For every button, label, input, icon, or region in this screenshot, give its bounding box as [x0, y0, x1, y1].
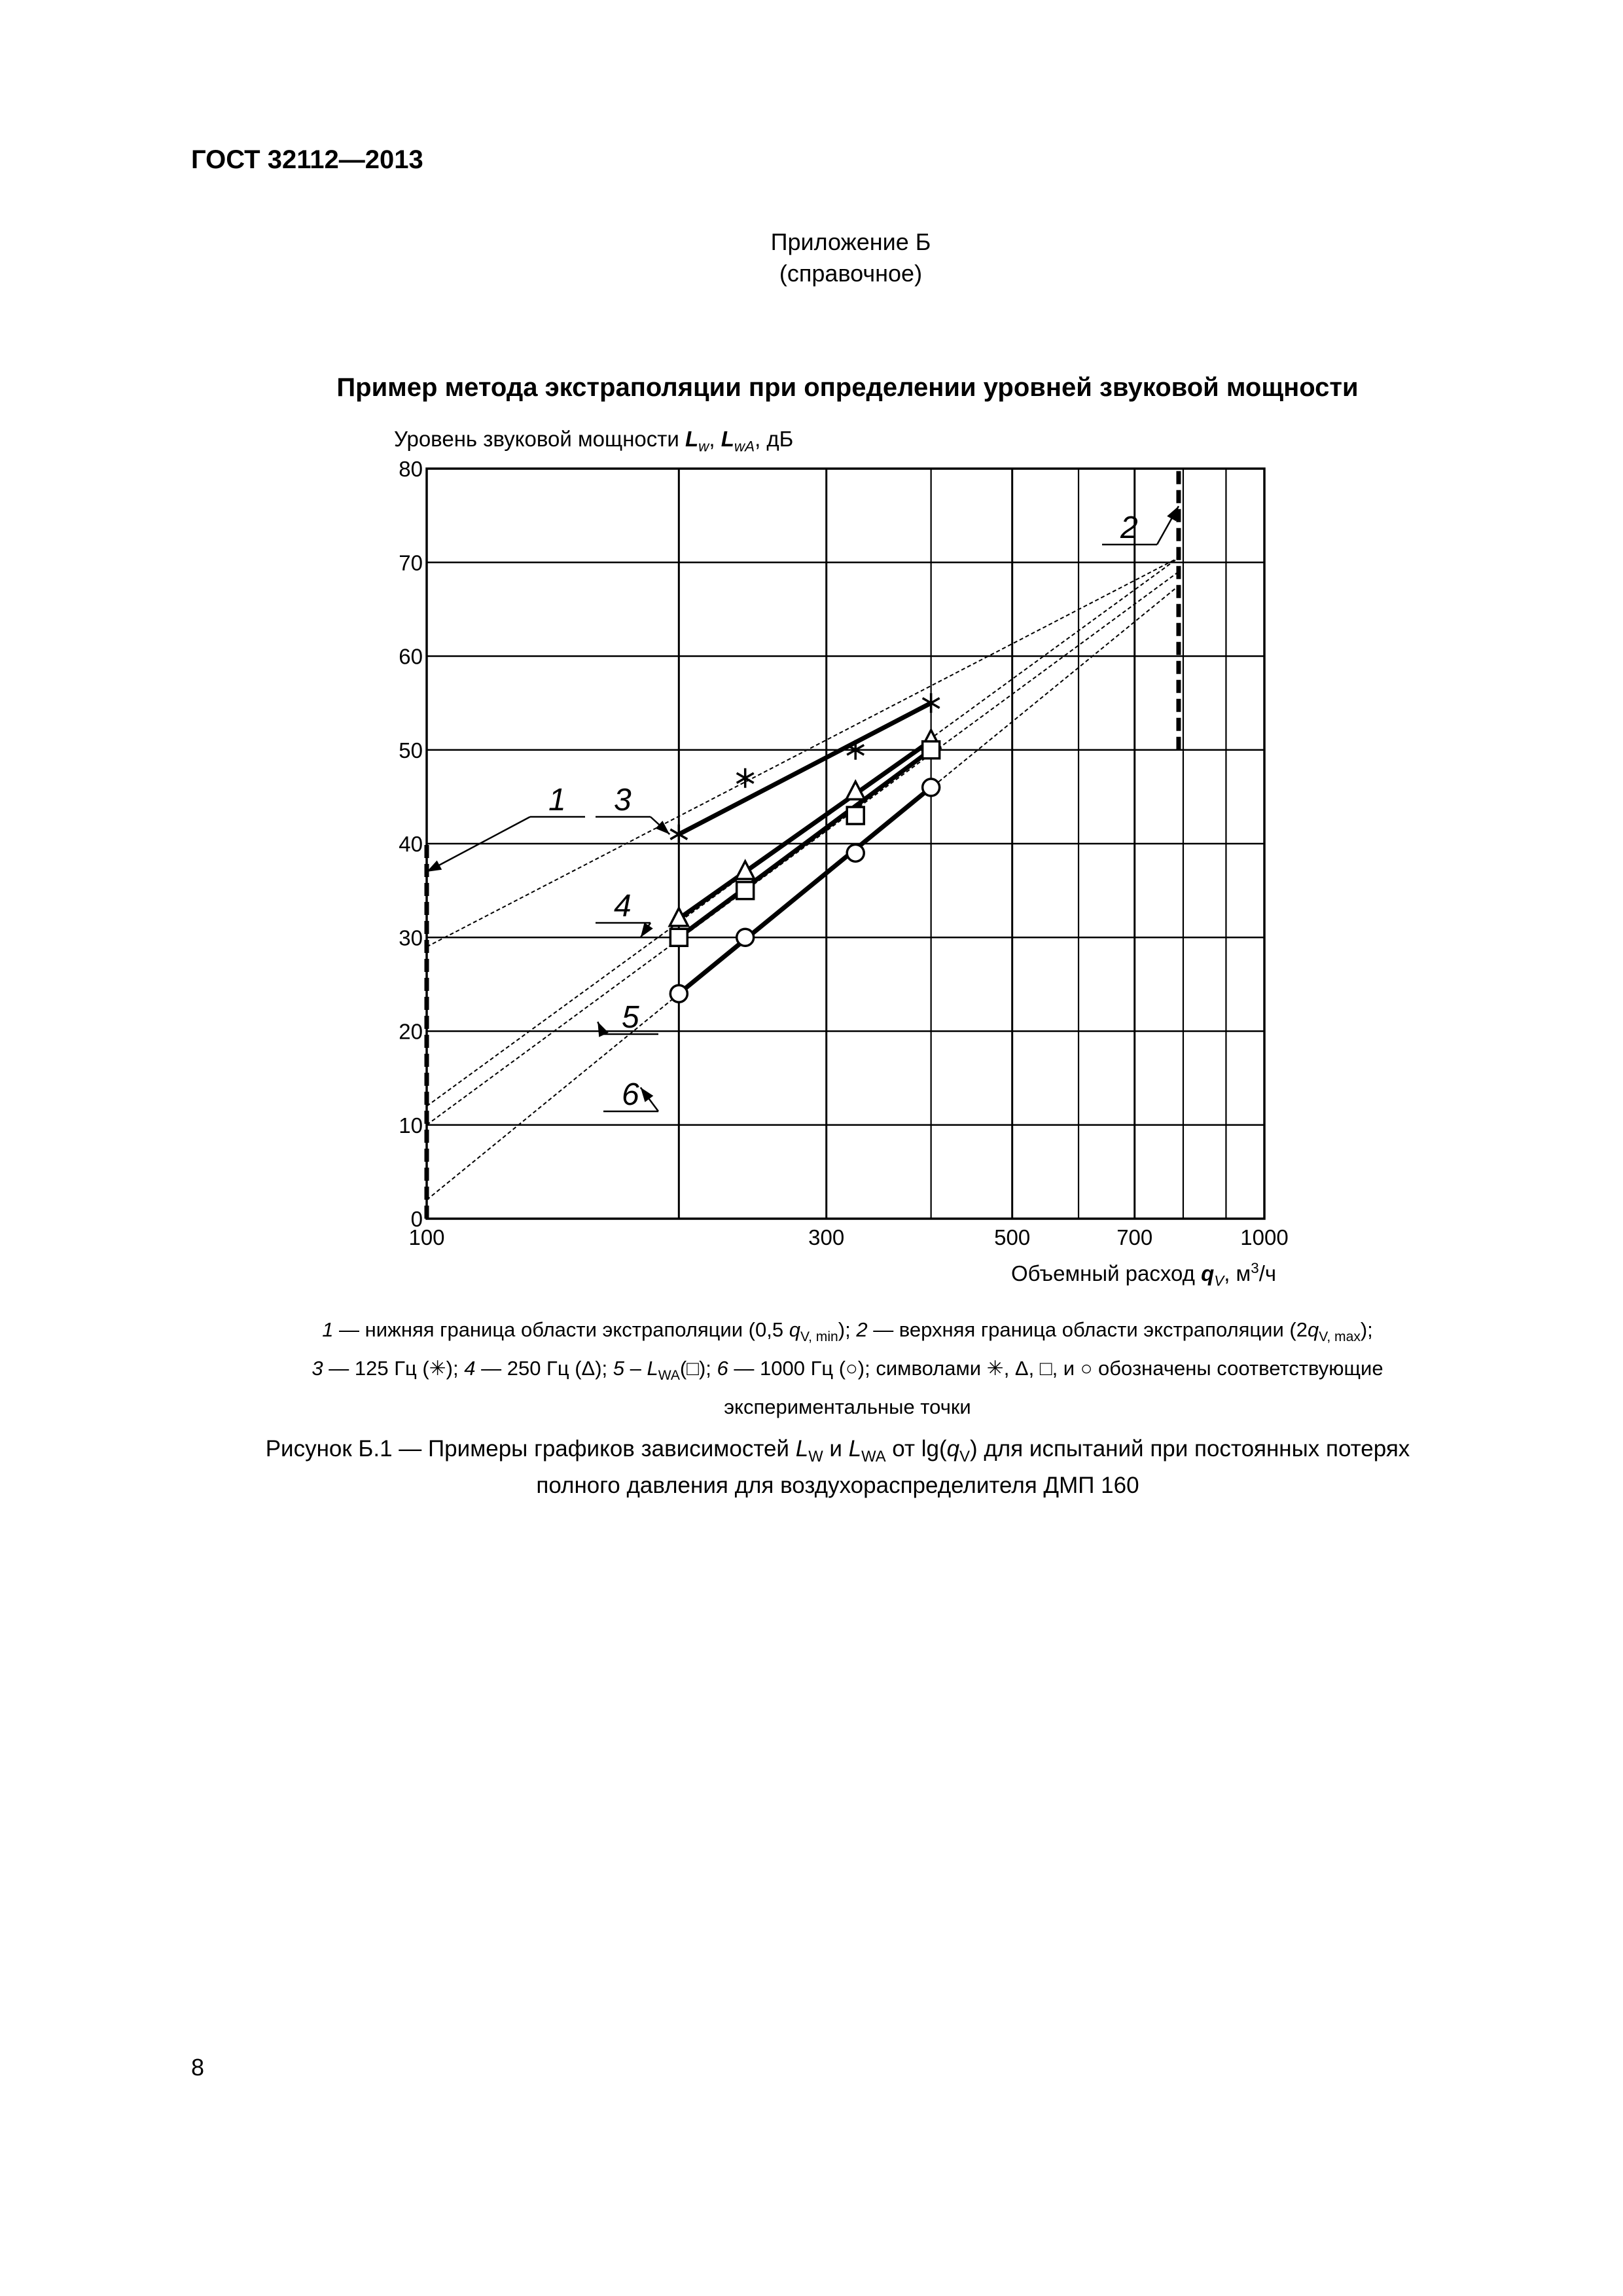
y-tick-label-60: 60	[399, 644, 423, 669]
legend-line-1: 1 — нижняя граница области экстраполяции (0,5 $q_{V, min}$); 2 — верхняя граница области экстраполяции $(2q_{V, max})$;	[322, 1318, 1373, 1345]
x-tick-label-100: 100	[408, 1225, 445, 1249]
callout-label-2: 2	[1120, 511, 1138, 545]
fit-line-3	[427, 558, 1179, 946]
figure-legend	[216, 1314, 1479, 1423]
marker-square-5-0	[670, 929, 687, 946]
chart-fit-lines	[427, 558, 1179, 1200]
x-tick-label-1000: 1000	[1240, 1225, 1289, 1249]
document-code: ГОСТ 32112—2013	[191, 145, 423, 174]
marker-asterisk-3-1	[737, 768, 754, 788]
callout-arrowhead-6	[641, 1087, 654, 1102]
marker-circle-6-2	[847, 844, 864, 861]
y-tick-label-0: 0	[410, 1207, 423, 1231]
appendix-subtitle: (справочное)	[779, 260, 923, 287]
chart-tick-labels	[399, 457, 1288, 1249]
y-tick-label-70: 70	[399, 550, 423, 575]
figure-caption	[196, 1435, 1479, 1500]
y-tick-label-80: 80	[399, 457, 423, 481]
marker-square-5-1	[737, 882, 754, 899]
callout-label-4: 4	[614, 889, 632, 924]
y-tick-label-50: 50	[399, 738, 423, 762]
figure-title: Пример метода экстраполяции при определении уровней звуковой мощности	[336, 373, 1359, 402]
callout-label-6: 6	[622, 1077, 639, 1112]
marker-circle-6-0	[670, 985, 687, 1002]
x-tick-label-300: 300	[808, 1225, 845, 1249]
y-tick-label-10: 10	[399, 1113, 423, 1138]
marker-triangle-4-1	[736, 861, 755, 879]
marker-circle-6-1	[737, 929, 754, 946]
y-tick-label-40: 40	[399, 832, 423, 856]
marker-square-5-2	[847, 807, 864, 824]
x-axis-label: Объемный расход $q_V$, $м^3/ч$	[1011, 1260, 1277, 1289]
chart-callouts	[427, 506, 1179, 1112]
fit-line-5	[427, 572, 1179, 1125]
y-tick-label-20: 20	[399, 1019, 423, 1044]
marker-circle-6-3	[923, 779, 940, 796]
legend-line-3: экспериментальные точки	[724, 1395, 971, 1419]
callout-label-1: 1	[548, 783, 566, 817]
marker-square-5-3	[923, 742, 940, 759]
page-number: 8	[191, 2054, 205, 2081]
marker-triangle-4-0	[669, 908, 688, 926]
y-axis-label: Уровень звуковой мощности $L_w$, $L_{wA}$, дБ	[394, 427, 794, 455]
chart-grid	[427, 469, 1264, 1219]
appendix-title: Приложение Б	[770, 228, 931, 255]
marker-asterisk-3-3	[923, 693, 940, 713]
callout-label-5: 5	[622, 1000, 639, 1035]
y-tick-label-30: 30	[399, 925, 423, 950]
caption-line-1: Рисунок Б.1 — Примеры графиков зависимостей $L_W$ и $L_{WA}$ от $\lg(q_V)$ для испытаний при постоянных потерях	[265, 1436, 1410, 1465]
marker-asterisk-3-0	[670, 825, 687, 844]
caption-line-2: полного давления для воздухораспределителя ДМП 160	[536, 1473, 1139, 1498]
x-tick-label-500: 500	[994, 1225, 1031, 1249]
chart-series	[669, 693, 940, 1002]
callout-arrowhead-4	[641, 923, 653, 938]
callout-label-3: 3	[614, 783, 632, 817]
x-tick-label-700: 700	[1116, 1225, 1153, 1249]
legend-line-2: 3 — 125 Гц (✳); 4 — 250 Гц (Δ); $5 - L_{WA}(□)$; 6 — 1000 Гц (○); символами ✳, Δ, □, и ○ обозначены соответствующие	[312, 1357, 1383, 1384]
